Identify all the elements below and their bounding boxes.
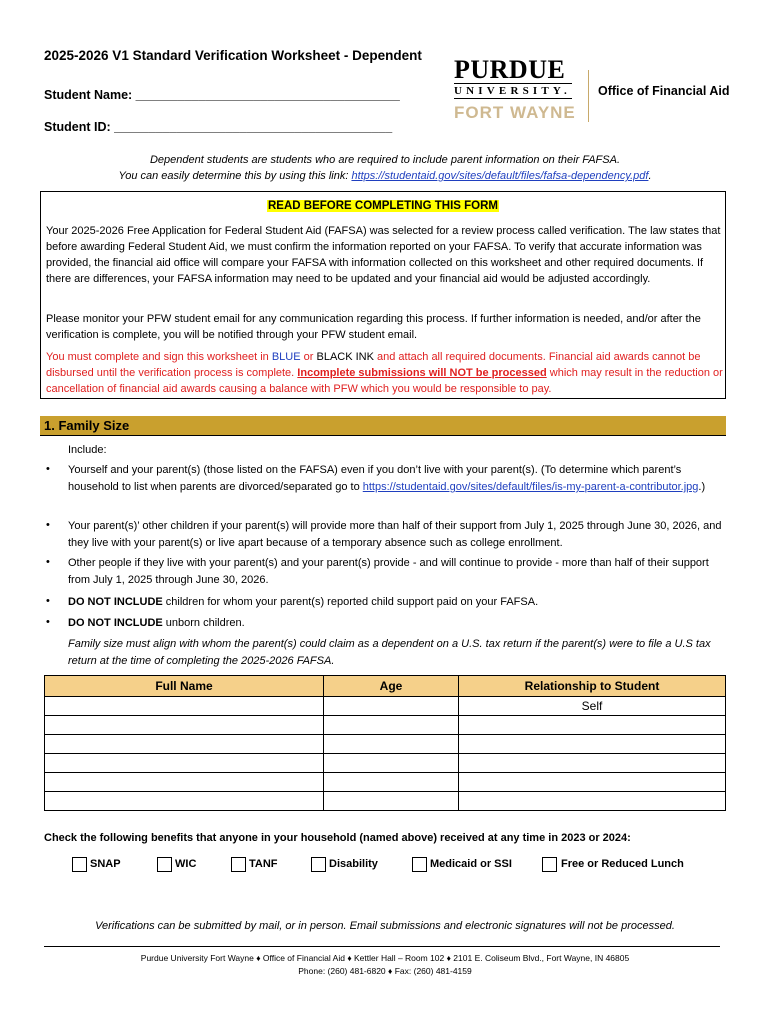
intro-prefix: You can easily determine this by using this link: [118, 170, 352, 182]
purdue-fort-wayne-logo [454, 55, 576, 124]
bullet-icon: • [46, 616, 50, 628]
snap-checkbox[interactable] [72, 857, 87, 872]
wic-checkbox[interactable] [157, 857, 172, 872]
dependency-link[interactable]: https://studentaid.gov/sites/default/files/fafsa-dependency.pdf [351, 170, 649, 182]
intro-suffix: . [648, 170, 652, 182]
age-cell[interactable] [324, 754, 459, 773]
relationship-cell[interactable] [459, 735, 726, 754]
age-cell[interactable] [324, 773, 459, 792]
notice-paragraph-1: Your 2025-2026 Free Application for Federal Student Aid (FAFSA) was selected for a review process called verification. The law states that before awarding Federal Student Aid, we must confirm the information reported on your FAFSA. To verify that accurate information was provided, the financial aid office will compare your FAFSA with information collected on this worksheet and other required documents. If there are differences, your FAFSA information may need to be updated and your financial aid would be adjusted accordingly. [46, 225, 721, 285]
relationship-cell[interactable] [459, 792, 726, 811]
bullet-4 [68, 594, 724, 611]
table-row[interactable] [45, 754, 726, 773]
p3-black: BLACK INK [316, 351, 374, 363]
p3-text-c: and attach all required documents. Financial aid awards cannot be disbursed until the verification process is complete. [46, 351, 701, 379]
bullet-1-end: .) [698, 481, 706, 493]
student-name-field[interactable]: Student Name: ______________________________________ [44, 88, 400, 102]
student-id-field[interactable]: Student ID: ________________________________________ [44, 120, 393, 134]
bullet-5-text: unborn children. [162, 617, 245, 629]
relationship-cell[interactable] [459, 754, 726, 773]
name-cell[interactable] [45, 735, 324, 754]
free-reduced-lunch-checkbox[interactable] [542, 857, 557, 872]
table-row[interactable] [45, 773, 726, 792]
family-size-note: Family size must align with whom the parent(s) could claim as a dependent on a U.S. tax return if the parent(s) were to file a U.S tax return at the time of completing the 2025-2026 FAFSA. [68, 638, 711, 667]
bullet-1 [68, 462, 724, 496]
bullet-1-text: Yourself and your parent(s) (those listed on the FAFSA) even if you don’t live with your parent(s). (To determine which parent’s household to list when parents are divorced/separated go to [68, 464, 682, 493]
footer-phone: Phone: (260) 481-6820 ♦ Fax: (260) 481-4159 [298, 966, 472, 976]
table-row[interactable] [45, 735, 726, 754]
logo-university: UNIVERSITY. [454, 85, 572, 97]
wic-label: WIC [175, 858, 197, 870]
notice-paragraph-2: Please monitor your PFW student email for any communication regarding this process. If further information is needed, and/or after the verification is complete, you will be notified through your PFW student email. [46, 313, 701, 341]
bullet-icon: • [46, 463, 50, 475]
name-cell[interactable] [45, 792, 324, 811]
notice-heading [40, 196, 726, 214]
benefits-question: Check the following benefits that anyone in your household (named above) received at any time in 2023 or 2024: [44, 832, 631, 844]
relationship-cell[interactable] [459, 716, 726, 735]
col-age: Age [324, 676, 459, 697]
bullet-4-bold: DO NOT INCLUDE [68, 596, 163, 608]
page-title: 2025-2026 V1 Standard Verification Worksheet - Dependent [44, 48, 422, 63]
relationship-cell[interactable] [459, 773, 726, 792]
bullet-icon: • [46, 595, 50, 607]
p3-strong: Incomplete submissions will NOT be processed [297, 367, 547, 379]
tanf-label: TANF [249, 858, 278, 870]
notice-paragraph-3 [46, 349, 724, 397]
section-family-size: 1. Family Size [40, 416, 726, 436]
office-name: Office of Financial Aid [598, 84, 730, 98]
table-row[interactable] [45, 792, 726, 811]
submission-note: Verifications can be submitted by mail, or in person. Email submissions and electronic signatures will not be processed. [95, 920, 675, 932]
bullet-icon: • [46, 519, 50, 531]
bullet-4-text: children for whom your parent(s) reported child support paid on your FAFSA. [162, 596, 539, 608]
name-cell[interactable] [45, 754, 324, 773]
footer-rule [44, 946, 720, 947]
bullet-3: Other people if they live with your parent(s) and your parent(s) provide - and will continue to provide - more than half of their support from July 1, 2025 through June 30, 2026. [68, 557, 709, 586]
notice-heading-text: READ BEFORE COMPLETING THIS FORM [268, 200, 498, 212]
logo-divider [588, 70, 589, 122]
table-row[interactable] [45, 697, 726, 716]
name-cell[interactable] [45, 773, 324, 792]
include-label: Include: [68, 444, 107, 456]
age-cell[interactable] [324, 792, 459, 811]
logo-purdue: PURDUE [454, 55, 566, 84]
tanf-checkbox[interactable] [231, 857, 246, 872]
p3-blue: BLUE [271, 351, 301, 363]
parent-contributor-link[interactable]: https://studentaid.gov/sites/default/files/is-my-parent-a-contributor.jpg [362, 481, 699, 493]
free-reduced-lunch-label: Free or Reduced Lunch [561, 858, 684, 870]
name-cell[interactable] [45, 716, 324, 735]
p3-text-d: which may result in the reduction or cancellation of financial aid awards causing a balance with PFW which you would be responsible to pay. [46, 367, 723, 395]
logo-fort-wayne: FORT WAYNE [454, 103, 576, 122]
medicaid-ssi-checkbox[interactable] [412, 857, 427, 872]
table-header-row [45, 676, 726, 697]
col-full-name: Full Name [45, 676, 324, 697]
intro-line-1: Dependent students are students who are required to include parent information on their FAFSA. [149, 154, 620, 166]
disability-checkbox[interactable] [311, 857, 326, 872]
bullet-5-bold: DO NOT INCLUDE [68, 617, 163, 629]
bullet-2: Your parent(s)’ other children if your parent(s) will provide more than half of their support from July 1, 2025 through June 30, 2026, and they live with your parent(s) or live apart because of a temporary absence such as college enrollment. [68, 520, 722, 549]
family-table [44, 675, 726, 811]
bullet-5 [68, 615, 724, 632]
p3-text-b: or [300, 351, 317, 363]
col-relationship: Relationship to Student [459, 676, 726, 697]
age-cell[interactable] [324, 716, 459, 735]
name-cell[interactable] [45, 697, 324, 716]
disability-label: Disability [329, 858, 378, 870]
intro-line-2 [44, 170, 726, 182]
medicaid-ssi-label: Medicaid or SSI [430, 858, 512, 870]
age-cell[interactable] [324, 697, 459, 716]
table-row[interactable] [45, 716, 726, 735]
age-cell[interactable] [324, 735, 459, 754]
p3-text-a: You must complete and sign this worksheet in [46, 351, 272, 363]
footer-address: Purdue University Fort Wayne ♦ Office of Financial Aid ♦ Kettler Hall – Room 102 ♦ 2101 E. Coliseum Blvd., Fort Wayne, IN 46805 [140, 953, 630, 963]
bullet-icon: • [46, 556, 50, 568]
snap-label: SNAP [90, 858, 121, 870]
relationship-cell: Self [459, 697, 726, 716]
